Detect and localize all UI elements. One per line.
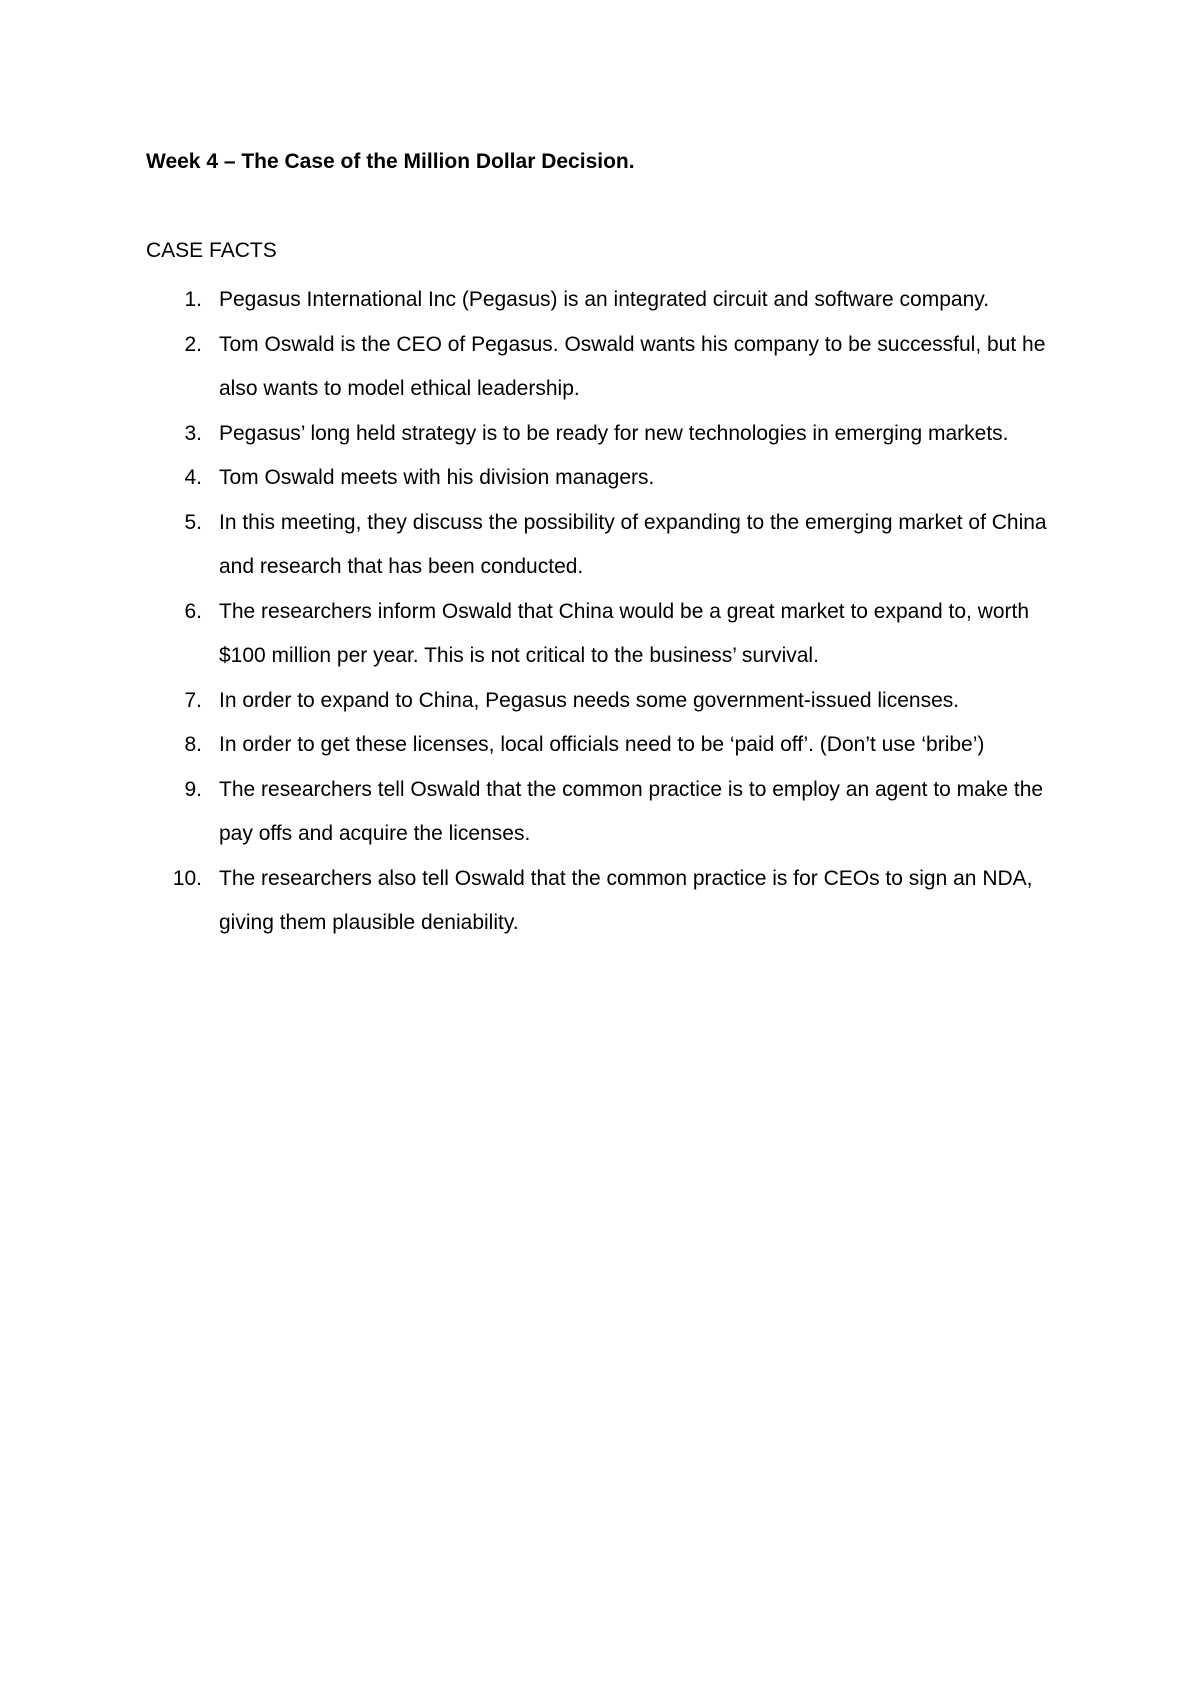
list-item-text: Tom Oswald is the CEO of Pegasus. Oswald wants his company to be successful, but he also wants to model ethical leadership. <box>219 332 1046 400</box>
list-item-text: Pegasus’ long held strategy is to be ready for new technologies in emerging markets. <box>219 421 1009 445</box>
list-item-number: 1. <box>184 288 202 311</box>
list-item-text: Tom Oswald meets with his division managers. <box>219 466 655 489</box>
list-item-text: The researchers inform Oswald that China would be a great market to expand to, worth $100 million per year. This is not critical to the business’ survival. <box>219 599 1030 667</box>
case-facts-list <box>146 278 1076 946</box>
list-item-number: 8. <box>184 733 202 756</box>
list-item-text: The researchers tell Oswald that the common practice is to employ an agent to make the pay offs and acquire the licenses. <box>219 777 1044 845</box>
list-item-number: 7. <box>184 688 202 712</box>
list-item <box>146 278 1076 323</box>
list-item-text: Pegasus International Inc (Pegasus) is an integrated circuit and software company. <box>219 288 990 311</box>
list-item-number: 2. <box>184 332 202 356</box>
list-item <box>146 723 1076 768</box>
list-item <box>146 456 1076 501</box>
list-item-number: 10. <box>172 866 202 890</box>
list-item-number: 3. <box>184 421 202 445</box>
list-item-number: 5. <box>184 510 202 534</box>
list-item-number: 4. <box>184 466 202 489</box>
list-item-text: In this meeting, they discuss the possibility of expanding to the emerging market of China and research that has been conducted. <box>219 510 1047 578</box>
list-item-text: The researchers also tell Oswald that the common practice is for CEOs to sign an NDA, giving them plausible deniability. <box>219 866 1033 934</box>
list-item <box>146 501 1076 590</box>
list-item <box>146 323 1076 412</box>
list-item <box>146 768 1076 857</box>
list-item <box>146 412 1076 457</box>
list-item-text: In order to expand to China, Pegasus needs some government-issued licenses. <box>219 688 960 712</box>
document-title: Week 4 – The Case of the Million Dollar Decision. <box>146 150 635 173</box>
list-item-number: 9. <box>184 777 202 801</box>
list-item <box>146 857 1076 946</box>
list-item <box>146 679 1076 724</box>
section-heading: CASE FACTS <box>146 239 277 262</box>
list-item-number: 6. <box>184 599 202 623</box>
list-item-text: In order to get these licenses, local officials need to be ‘paid off’. (Don’t use ‘bribe’) <box>219 733 985 756</box>
list-item <box>146 590 1076 679</box>
